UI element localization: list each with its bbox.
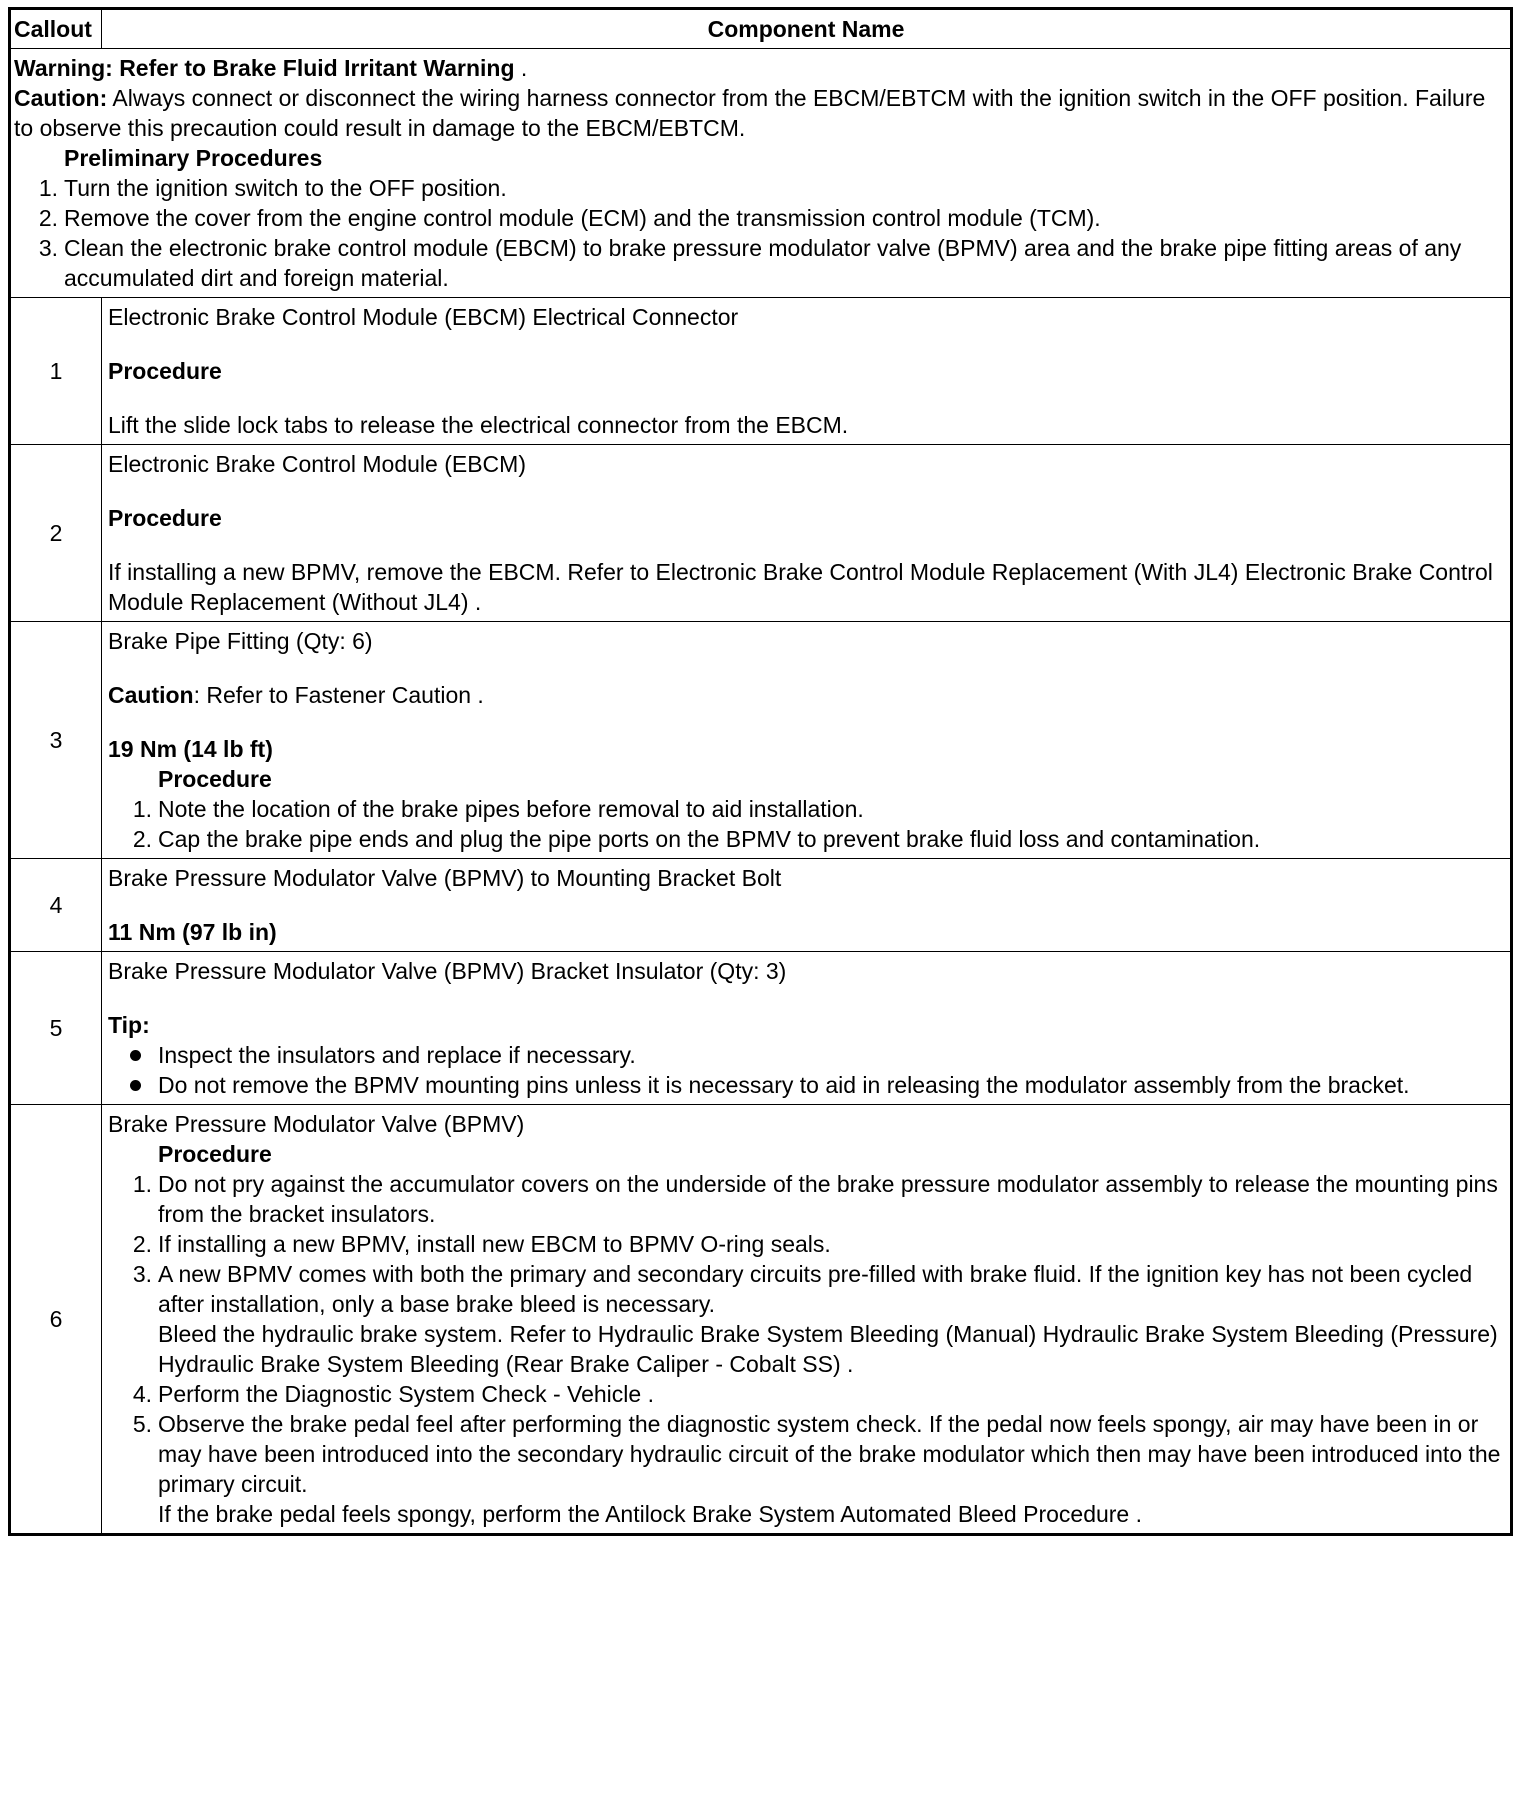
procedure-label: Procedure	[108, 505, 222, 531]
component-cell	[102, 1105, 1512, 1535]
step-text: Observe the brake pedal feel after performing the diagnostic system check. If the pedal now feels spongy, air may have been in or may have been introduced into the secondary hydraulic circuit of the brake modulator which then may have been introduced into the primary circuit.	[158, 1411, 1501, 1497]
step-text: Cap the brake pipe ends and plug the pipe ports on the BPMV to prevent brake fluid loss and contamination.	[158, 826, 1261, 852]
step-text: Note the location of the brake pipes before removal to aid installation.	[158, 796, 864, 822]
procedure-table	[8, 7, 1513, 1536]
component-name: Brake Pressure Modulator Valve (BPMV)	[108, 1111, 525, 1137]
procedure-text: Lift the slide lock tabs to release the electrical connector from the EBCM.	[108, 412, 849, 438]
callout-number: 1	[10, 298, 102, 445]
step-text: A new BPMV comes with both the primary and secondary circuits pre-filled with brake fluid. If the ignition key has not been cycled after installation, only a base brake bleed is necessary.	[158, 1261, 1473, 1317]
step-extra-text: If the brake pedal feels spongy, perform the Antilock Brake System Automated Bleed Procedure .	[158, 1501, 1143, 1527]
callout-number: 3	[10, 622, 102, 859]
procedure-heading: Procedure	[158, 766, 272, 792]
list-item: 4 . Perform the Diagnostic System Check - Vehicle .	[108, 1379, 1504, 1409]
callout-number: 5	[10, 952, 102, 1105]
component-name: Electronic Brake Control Module (EBCM) Electrical Connector	[108, 304, 739, 330]
list-item: 5 . Observe the brake pedal feel after performing the diagnostic system check. If the pedal now feels spongy, air may have been in or may have been introduced into the secondary hydraulic circuit of the brake modulator which then may have been introduced into the primary circuit. If the brake pedal feels spongy, perform the Antilock Brake System Automated Bleed Procedure .	[108, 1409, 1504, 1529]
warning-label: Warning:	[14, 55, 113, 81]
step-text: Perform the Diagnostic System Check - Vehicle .	[158, 1381, 654, 1407]
step-text: Remove the cover from the engine control module (ECM) and the transmission control module (TCM).	[64, 205, 1101, 231]
preliminary-cell	[10, 49, 1512, 298]
component-name: Brake Pressure Modulator Valve (BPMV) Bracket Insulator (Qty: 3)	[108, 958, 787, 984]
tip-label: Tip:	[108, 1012, 150, 1038]
caution-line	[14, 83, 1508, 143]
tip-bullets	[108, 1040, 1504, 1100]
component-column-header: Component Name	[102, 9, 1512, 49]
procedure-steps	[108, 794, 1504, 854]
caution-text: : Refer to Fastener Caution .	[193, 682, 484, 708]
preliminary-heading: Preliminary Procedures	[64, 145, 323, 171]
list-item: 1 . Do not pry against the accumulator covers on the underside of the brake pressure modulator assembly to release the mounting pins from the bracket insulators.	[108, 1169, 1504, 1229]
caution-line	[108, 680, 1504, 710]
warning-link[interactable]: Refer to Brake Fluid Irritant Warning	[119, 55, 515, 81]
procedure-steps	[108, 1169, 1504, 1529]
component-name: Brake Pressure Modulator Valve (BPMV) to Mounting Bracket Bolt	[108, 865, 782, 891]
table-row	[10, 952, 1512, 1105]
callout-number: 6	[10, 1105, 102, 1535]
list-item: Inspect the insulators and replace if necessary.	[108, 1040, 1504, 1070]
caution-label: Caution	[108, 682, 194, 708]
torque-spec: 11 Nm (97 lb in)	[108, 919, 277, 945]
table-row	[10, 622, 1512, 859]
list-item: 3 . A new BPMV comes with both the primary and secondary circuits pre-filled with brake fluid. If the ignition key has not been cycled after installation, only a base brake bleed is necessary. Bleed the hydraulic brake system. Refer to Hydraulic Brake System Bleeding (Manual) Hydraulic Brake System Bleeding (Pressure) Hydraulic Brake System Bleeding (Rear Brake Caliper - Cobalt SS) .	[108, 1259, 1504, 1379]
callout-number: 2	[10, 445, 102, 622]
component-cell	[102, 622, 1512, 859]
warning-end: .	[514, 55, 528, 81]
caution-text: Always connect or disconnect the wiring harness connector from the EBCM/EBTCM with the ignition switch in the OFF position. Failure to observe this precaution could result in damage to the EBCM/EBTCM.	[14, 85, 1486, 141]
preliminary-steps	[14, 173, 1508, 293]
step-extra-text: Bleed the hydraulic brake system. Refer to Hydraulic Brake System Bleeding (Manual) Hydraulic Brake System Bleeding (Pressure) Hydraulic Brake System Bleeding (Rear Brake Caliper - Cobalt SS) .	[158, 1321, 1498, 1377]
component-cell	[102, 445, 1512, 622]
component-name: Brake Pipe Fitting (Qty: 6)	[108, 628, 373, 654]
list-item: 3 . Clean the electronic brake control module (EBCM) to brake pressure modulator valve (BPMV) area and the brake pipe fitting areas of any accumulated dirt and foreign material.	[14, 233, 1508, 293]
table-row	[10, 1105, 1512, 1535]
callout-number: 4	[10, 859, 102, 952]
step-text: If installing a new BPMV, install new EBCM to BPMV O-ring seals.	[158, 1231, 831, 1257]
list-item: 2 . Remove the cover from the engine control module (ECM) and the transmission control module (TCM).	[14, 203, 1508, 233]
component-cell	[102, 298, 1512, 445]
component-name: Electronic Brake Control Module (EBCM)	[108, 451, 526, 477]
list-item: Do not remove the BPMV mounting pins unless it is necessary to aid in releasing the modulator assembly from the bracket.	[108, 1070, 1504, 1100]
list-item: 2 . Cap the brake pipe ends and plug the pipe ports on the BPMV to prevent brake fluid loss and contamination.	[108, 824, 1504, 854]
torque-spec: 19 Nm (14 lb ft)	[108, 736, 273, 762]
component-cell	[102, 859, 1512, 952]
step-text: Do not pry against the accumulator covers on the underside of the brake pressure modulator assembly to release the mounting pins from the bracket insulators.	[158, 1171, 1498, 1227]
warning-line	[14, 53, 1508, 83]
procedure-text: If installing a new BPMV, remove the EBCM. Refer to Electronic Brake Control Module Replacement (With JL4) Electronic Brake Control Module Replacement (Without JL4) .	[108, 559, 1493, 615]
table-header-row	[10, 9, 1512, 49]
component-cell	[102, 952, 1512, 1105]
caution-label: Caution:	[14, 85, 108, 111]
table-row	[10, 445, 1512, 622]
list-item: 1 . Turn the ignition switch to the OFF position.	[14, 173, 1508, 203]
table-row	[10, 298, 1512, 445]
procedure-label: Procedure	[108, 358, 222, 384]
list-item: 2 . If installing a new BPMV, install new EBCM to BPMV O-ring seals.	[108, 1229, 1504, 1259]
step-text: Clean the electronic brake control module (EBCM) to brake pressure modulator valve (BPMV) area and the brake pipe fitting areas of any accumulated dirt and foreign material.	[64, 235, 1462, 291]
list-item: 1 . Note the location of the brake pipes before removal to aid installation.	[108, 794, 1504, 824]
procedure-heading: Procedure	[158, 1141, 272, 1167]
document-page	[8, 7, 1513, 1536]
callout-column-header: Callout	[10, 9, 102, 49]
step-text: Turn the ignition switch to the OFF position.	[64, 175, 507, 201]
table-row	[10, 859, 1512, 952]
preliminary-row	[10, 49, 1512, 298]
